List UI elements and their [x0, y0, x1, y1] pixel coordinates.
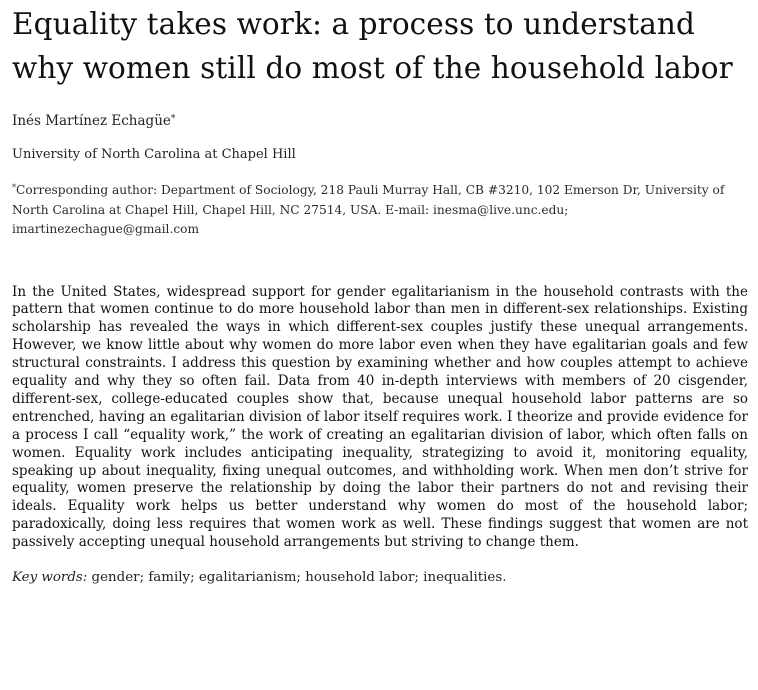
- author-line: [12, 110, 748, 130]
- corresponding-author-text: Corresponding author: Department of Sociology, 218 Pauli Murray Hall, CB #3210, 102 Emerson Dr, University of North Carolina at Chapel Hill, Chapel Hill, NC 27514, USA. E-mail: inesma@live.unc.edu; imartinezechague@gmail.com: [12, 183, 725, 236]
- article-page: [12, 0, 748, 587]
- article-title: Equality takes work: a process to understand why women still do most of the household labor: [12, 7, 733, 85]
- author-footnote-marker: *: [170, 114, 176, 124]
- author-name: Inés Martínez Echagüe: [12, 113, 171, 129]
- abstract: In the United States, widespread support for gender egalitarianism in the household contrasts with the pattern that women continue to do more household labor than men in different-sex relationships. Existing scholarship has revealed the ways in which different-sex couples justify these unequal arrangements. However, we know little about why women do more labor even when they have egalitarian goals and few structural constraints. I address this question by examining whether and how couples attempt to achieve equality and why they so often fail. Data from 40 in-depth interviews with members of 20 cisgender, different-sex, college-educated couples show that, because unequal household labor patterns are so entrenched, having an egalitarian division of labor itself requires work. I theorize and provide evidence for a process I call “equality work,” the work of creating an egalitarian division of labor, which often falls on women. Equality work includes anticipating inequality, strategizing to avoid it, monitoring equality, speaking up about inequality, fixing unequal outcomes, and withholding work. When men don’t strive for equality, women preserve the relationship by doing the labor their partners do not and revising their ideals. Equality work helps us better understand why women do most of the household labor; paradoxically, doing less requires that women work as well. These findings suggest that women are not passively accepting unequal household arrangements but striving to change them.: [12, 283, 748, 551]
- author-affiliation: University of North Carolina at Chapel Hill: [12, 147, 296, 162]
- keywords-label: Key words:: [12, 570, 88, 586]
- corresponding-author-note: [12, 178, 748, 240]
- corresponding-marker: *: [12, 183, 16, 192]
- keywords-line: [12, 569, 748, 587]
- keywords-list: gender; family; egalitarianism; household labor; inequalities.: [91, 570, 507, 586]
